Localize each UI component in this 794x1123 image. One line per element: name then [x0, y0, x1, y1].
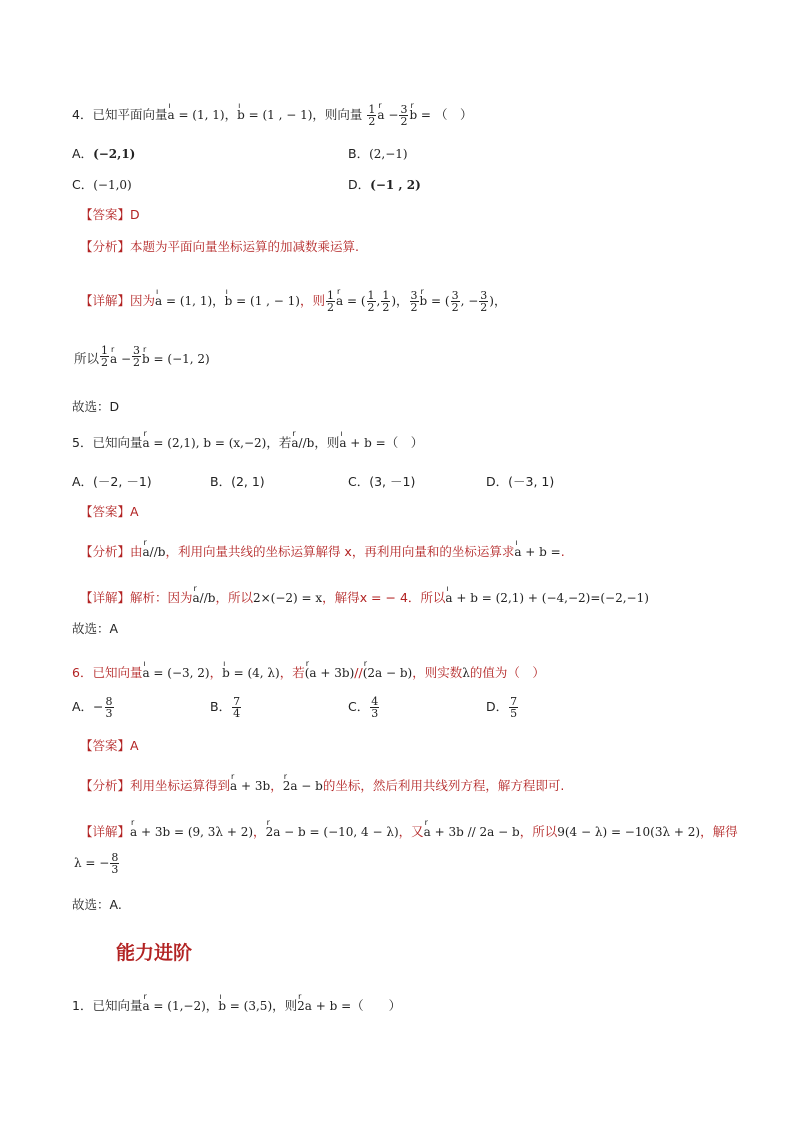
q6-option-c[interactable] — [348, 696, 380, 719]
answer-label: 【答案】 — [80, 207, 131, 222]
q4-frac-threehalf — [399, 104, 408, 127]
q6-stem-end2: 的值为（ ） — [469, 665, 545, 680]
frac-den: 3 — [111, 863, 119, 876]
option-frac — [232, 696, 241, 719]
q5-option-d[interactable] — [486, 472, 554, 490]
q4-stem — [72, 104, 473, 127]
analysis-text: 本题为平面向量坐标运算的加减数乘运算. — [130, 239, 359, 254]
frac-num: 8 — [105, 695, 113, 708]
frac-num: 3 — [410, 289, 418, 302]
detail-frac — [110, 852, 119, 875]
frac-num: 3 — [451, 289, 459, 302]
detail-sep: ， — [212, 293, 225, 308]
q6-choose — [72, 896, 122, 914]
q5-vectors: r a = (2,1), b = (x,−2) — [142, 434, 266, 452]
result-a: r a − — [110, 350, 131, 368]
q5-sum: ı a + b = — [339, 434, 385, 452]
q5-parallel: r a//b — [291, 434, 314, 452]
detail-eq: 2×(−2) = x — [252, 591, 323, 605]
q5-analysis — [80, 543, 565, 561]
option-text: D．(－3, 1) — [486, 474, 555, 489]
frac-den: 4 — [233, 707, 241, 720]
q6-if: ，若 — [279, 665, 305, 680]
q5-option-b[interactable] — [210, 472, 265, 490]
q4-choose — [72, 398, 119, 416]
answer-value: A — [130, 504, 139, 519]
p1-vector-a: r a = (1,−2) — [142, 997, 205, 1015]
frac-num: 7 — [233, 695, 241, 708]
option-label: B． — [210, 699, 232, 714]
q5-paren: （ ） — [385, 435, 424, 450]
frac-num: 3 — [133, 344, 141, 357]
analysis-text-b: 的坐标，然后利用共线列方程，解方程即可. — [322, 778, 565, 793]
result-frac-half — [100, 345, 109, 368]
frac-num: 3 — [400, 103, 408, 116]
detail-comma-2: ， — [493, 293, 507, 308]
q6-parallel: // — [354, 665, 363, 680]
q6-lhs: r (a + 3b) — [305, 664, 355, 682]
frac-den: 2 — [400, 115, 408, 128]
q4-option-c[interactable] — [72, 175, 132, 193]
option-frac — [509, 696, 518, 719]
q6-stem-prefix: 6．已知向量 — [72, 665, 143, 680]
q6-detail-lambda — [74, 852, 120, 875]
frac-num: 3 — [480, 289, 488, 302]
answer-label: 【答案】 — [80, 504, 131, 519]
frac-num: 8 — [111, 851, 119, 864]
frac-num: 1 — [101, 344, 109, 357]
detail-solve: ，解得 — [700, 824, 738, 839]
detail-d4: 9(4 − λ) = −10(3λ + 2) — [557, 825, 701, 839]
q4-option-d[interactable] — [348, 175, 421, 193]
result-value: r b = (−1, 2) — [142, 350, 210, 368]
q5-option-a[interactable] — [72, 472, 152, 490]
frac-num: 7 — [510, 695, 518, 708]
frac-den: 2 — [101, 356, 109, 369]
p1-paren: （ ） — [351, 998, 402, 1013]
option-label: A．− — [72, 699, 104, 714]
analysis-label: 【分析】 — [80, 544, 131, 559]
q4-stem-mid: ，则向量 — [312, 107, 363, 122]
detail-parallel: r a//b — [193, 589, 216, 607]
detail-half-a: r a = ( — [336, 292, 366, 310]
q4-detail: 【详解】因为ı a = (1, 1)，ı b = (1 , − 1)，则 $\frac{1}{2}$ r a = ( $\frac{1}{2}$ , $\frac{1}{2}$ )， $\frac{3}{2}$ r b = ( $\frac{3}{2}$ , − $\frac{3}{2}$ )， — [80, 290, 506, 313]
frac-den: 3 — [105, 707, 113, 720]
detail-text-d: ．所以 — [407, 590, 446, 605]
q5-stem-prefix: 5．已知向量 — [72, 435, 143, 450]
detail-text-a: 解析：因为 — [130, 590, 193, 605]
q5-stem — [72, 434, 423, 452]
analysis-end: . — [560, 544, 565, 559]
q5-choose — [72, 620, 118, 638]
option-value: (−1 , 2) — [370, 178, 421, 192]
q6-lambda: λ — [462, 666, 470, 680]
option-frac — [105, 696, 114, 719]
option-label: B． — [348, 146, 370, 161]
choose-text: 故选：A. — [72, 897, 122, 912]
q4-stem-prefix: 4．已知平面向量 — [72, 107, 168, 122]
p1-stem-prefix: 1．已知向量 — [72, 998, 143, 1013]
analysis-v2: r 2a − b — [283, 777, 323, 795]
detail-so: 所以 — [74, 351, 100, 366]
q4-expr-b: r b = — [409, 106, 431, 124]
q4-sep: ， — [224, 107, 238, 122]
p1-vector-b: ı b = (3,5) — [218, 997, 272, 1015]
q4-answer — [80, 206, 140, 224]
detail-also: ，又 — [398, 824, 424, 839]
option-label: C． — [72, 177, 94, 192]
frac-num: 4 — [371, 695, 379, 708]
analysis-parallel: r a//b — [143, 543, 166, 561]
choose-text: 故选：A — [72, 621, 119, 636]
detail-text-b: ，所以 — [215, 590, 253, 605]
detail-vector-b: ı b = (1 , − 1) — [225, 292, 300, 310]
q4-analysis — [80, 238, 359, 256]
q4-paren: （ ） — [434, 107, 473, 122]
frac-num: 1 — [368, 103, 376, 116]
detail-frac-threehalf-y — [479, 290, 488, 313]
frac-num: 1 — [326, 289, 334, 302]
detail-result: ı a + b = (2,1) + (−4,−2)=(−2,−1) — [445, 589, 649, 607]
p1-then: ，则 — [272, 998, 298, 1013]
option-value: (2,−1) — [369, 147, 408, 161]
q6-option-b[interactable] — [210, 696, 242, 719]
detail-d5: λ = − — [74, 856, 110, 870]
detail-so: ，所以 — [519, 824, 558, 839]
q5-if: ，若 — [266, 435, 292, 450]
detail-frac-threehalf-x — [451, 290, 460, 313]
q6-vector-b: ı b = (4, λ) — [222, 664, 280, 682]
option-frac — [370, 696, 379, 719]
q6-stem: 6．已知向量ı a = (−3, 2)，ı b = (4, λ)，若r (a + 3b)//r (2a − b)，则实数λ的值为（ ） — [72, 664, 545, 682]
option-text: B．(2, 1) — [210, 474, 265, 489]
analysis-label: 【分析】 — [80, 239, 131, 254]
p1-stem: 1．已知向量r a = (1,−2)，ı b = (3,5)，则r 2a + b =（ ） — [72, 997, 401, 1015]
frac-den: 2 — [480, 301, 488, 314]
detail-comma: ， — [396, 293, 409, 308]
detail-d1: r a + 3b = (9, 3λ + 2) — [130, 823, 253, 841]
q6-option-d[interactable] — [486, 696, 519, 719]
detail-d3: r a + 3b // 2a − b — [424, 823, 520, 841]
frac-den: 2 — [410, 301, 418, 314]
detail-frac-half-x — [367, 290, 376, 313]
detail-frac-half — [326, 290, 335, 313]
analysis-text-a: 利用坐标运算得到 — [130, 778, 231, 793]
q6-stem-end: ，则实数 — [412, 665, 463, 680]
detail-text-c: ，解得 — [322, 590, 360, 605]
option-value: (−1,0) — [93, 178, 132, 192]
frac-den: 2 — [326, 301, 334, 314]
option-value: (−2,1) — [93, 147, 136, 161]
frac-den: 2 — [382, 301, 390, 314]
q4-detail-result — [74, 345, 210, 368]
frac-den: 2 — [367, 301, 375, 314]
detail-threehalf-b: r b = ( — [420, 292, 450, 310]
q4-option-b[interactable] — [348, 144, 408, 162]
q4-frac-half — [367, 104, 376, 127]
q5-option-c[interactable] — [348, 472, 415, 490]
analysis-text-a: 由 — [130, 544, 143, 559]
q6-vector-a: ı a = (−3, 2) — [142, 664, 209, 682]
detail-because: 因为 — [130, 293, 156, 308]
detail-then: ，则 — [299, 293, 325, 308]
q5-then: ，则 — [314, 435, 340, 450]
q6-analysis: 【分析】利用坐标运算得到r a + 3b，r 2a − b的坐标，然后利用共线列方程，解方程即可. — [80, 777, 564, 795]
frac-num: 1 — [382, 289, 390, 302]
answer-value: A — [130, 738, 139, 753]
q4-vector-a: ı a = (1, 1) — [167, 106, 224, 124]
option-text: A．(－2, －1) — [72, 474, 152, 489]
section-heading: 能力进阶 — [116, 942, 193, 964]
detail-label: 【详解】 — [80, 824, 131, 839]
option-label: D． — [486, 699, 509, 714]
option-label: C． — [348, 699, 370, 714]
frac-den: 5 — [510, 707, 518, 720]
frac-den: 2 — [451, 301, 459, 314]
option-label: D． — [348, 177, 371, 192]
result-frac-threehalf — [132, 345, 141, 368]
q4-vector-b: ı b = (1 , − 1) — [237, 106, 312, 124]
detail-x: x = − 4 — [359, 590, 408, 605]
q6-detail: 【详解】r a + 3b = (9, 3λ + 2)，r 2a − b = (−10, 4 − λ)，又r a + 3b // 2a − b，所以9(4 − λ) = −10(3λ + 2)，解得 — [80, 823, 738, 841]
frac-den: 2 — [133, 356, 141, 369]
option-label: A． — [72, 146, 94, 161]
q6-rhs: r (2a − b) — [363, 664, 413, 682]
choose-text: 故选：D — [72, 399, 120, 414]
q4-expr-a: r a − — [377, 106, 398, 124]
detail-frac-half-y — [381, 290, 390, 313]
q4-option-a[interactable] — [72, 144, 135, 162]
detail-label: 【详解】 — [80, 293, 131, 308]
q5-detail — [80, 589, 649, 607]
detail-frac-threehalf — [410, 290, 419, 313]
analysis-label: 【分析】 — [80, 778, 131, 793]
q6-answer — [80, 737, 139, 755]
answer-label: 【答案】 — [80, 738, 131, 753]
q6-option-a[interactable] — [72, 696, 115, 719]
q5-answer — [80, 503, 139, 521]
detail-vector-a: ı a = (1, 1) — [155, 292, 212, 310]
option-text: C．(3, －1) — [348, 474, 416, 489]
answer-value: D — [130, 207, 140, 222]
detail-label: 【详解】 — [80, 590, 131, 605]
analysis-sum: ı a + b = — [514, 543, 560, 561]
detail-d2: r 2a − b = (−10, 4 − λ) — [266, 823, 399, 841]
frac-den: 3 — [371, 707, 379, 720]
p1-expr: r 2a + b = — [297, 997, 351, 1015]
analysis-text-b: ，利用向量共线的坐标运算解得 x，再利用向量和的坐标运算求 — [165, 544, 515, 559]
frac-num: 1 — [367, 289, 375, 302]
analysis-v1: r a + 3b — [230, 777, 270, 795]
frac-den: 2 — [368, 115, 376, 128]
